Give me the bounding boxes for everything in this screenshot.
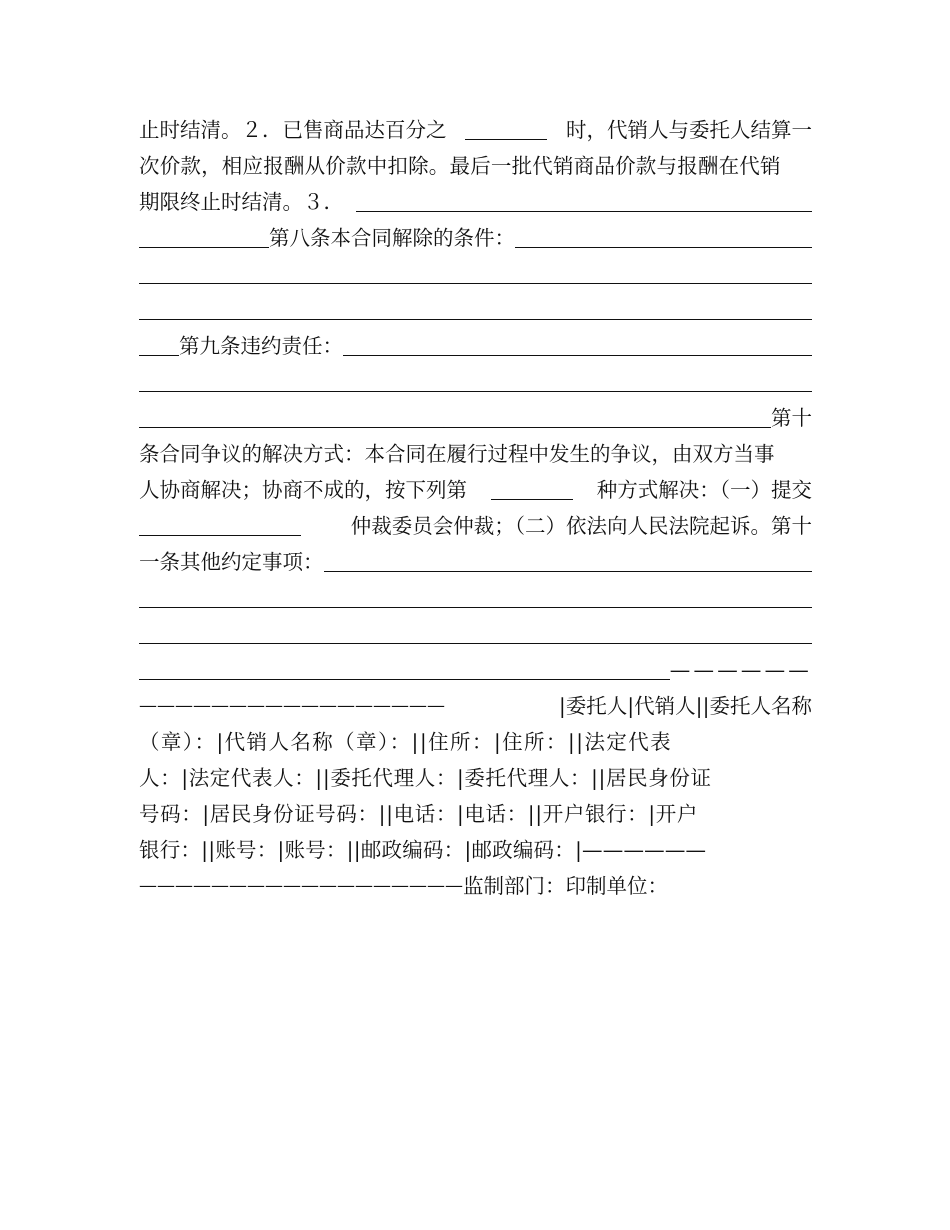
text-line [139, 184, 812, 220]
text-line [139, 256, 812, 292]
blank-field [139, 678, 670, 680]
text-segment: |委托人|代销人||委托人名称 [558, 694, 812, 718]
blank-field [465, 138, 547, 140]
text-line [139, 616, 812, 652]
blank-field [491, 498, 573, 500]
text-line [139, 544, 812, 580]
text-segment: 期限终止时结清。３． [139, 190, 344, 214]
text-line [139, 652, 812, 688]
text-line [139, 832, 812, 868]
text-segment: 人协商解决；协商不成的，按下列第 [139, 478, 467, 502]
blank-field [139, 426, 771, 428]
text-segment: 人：|法定代表人：||委托代理人：|委托代理人：||居民身份证 [139, 766, 712, 790]
text-segment: 第十 [771, 406, 812, 430]
text-segment: 第九条违约责任： [179, 334, 343, 358]
blank-field [139, 246, 269, 248]
blank-field [515, 246, 812, 248]
blank-field [139, 390, 812, 392]
blank-field [139, 534, 301, 536]
text-segment: 仲裁委员会仲裁；（二）依法向人民法院起诉。第十 [350, 514, 812, 538]
text-segment: 条合同争议的解决方式：本合同在履行过程中发生的争议，由双方当事 [139, 442, 775, 466]
text-line [139, 580, 812, 616]
text-line [139, 688, 812, 724]
blank-field [343, 354, 812, 356]
text-line [139, 400, 812, 436]
blank-field [324, 570, 813, 572]
dash-rule: —————————————————— [139, 875, 463, 896]
text-line [139, 868, 812, 904]
text-segment: （章）：|代销人名称（章）：||住所：|住所：||法定代表 [139, 730, 673, 754]
text-line [139, 292, 812, 328]
text-line [139, 796, 812, 832]
text-line [139, 472, 812, 508]
blank-field [139, 642, 812, 644]
blank-field [139, 282, 812, 284]
blank-field [139, 606, 812, 608]
text-segment: 银行：||账号：|账号：||邮政编码：|邮政编码：|—————— [139, 838, 707, 862]
text-line [139, 112, 812, 148]
text-segment: 第八条本合同解除的条件： [269, 226, 515, 250]
text-segment: 号码：|居民身份证号码：||电话：|电话：||开户银行：|开户 [139, 802, 698, 826]
text-segment: 时，代销人与委托人结算一 [566, 118, 812, 142]
blank-field [356, 210, 812, 212]
text-line [139, 328, 812, 364]
text-line [139, 436, 812, 472]
text-line [139, 148, 812, 184]
text-segment: 次价款，相应报酬从价款中扣除。最后一批代销商品价款与报酬在代销 [139, 154, 781, 178]
blank-field [139, 354, 179, 356]
text-segment: 监制部门：印制单位： [463, 874, 668, 898]
text-line [139, 760, 812, 796]
text-line [139, 364, 812, 400]
contract-text [139, 112, 812, 904]
text-segment: 种方式解决：（一）提交 [596, 478, 812, 502]
text-line [139, 508, 812, 544]
dash-rule: —————— [669, 658, 812, 682]
text-segment: 一条其他约定事项： [139, 550, 324, 574]
dash-rule: ————————————————— [139, 695, 445, 716]
text-line [139, 724, 812, 760]
blank-field [139, 318, 812, 320]
text-segment: 止时结清。２．已售商品达百分之 [139, 118, 447, 142]
text-line [139, 220, 812, 256]
